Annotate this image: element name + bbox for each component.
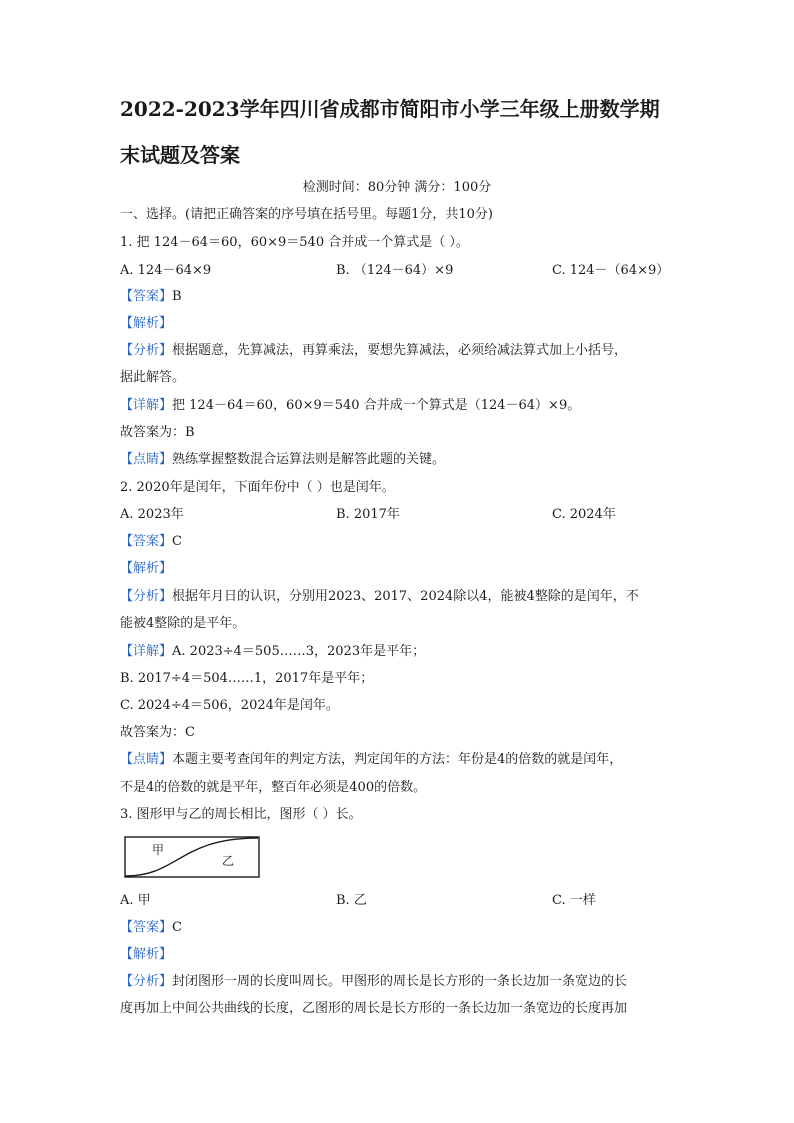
answer-label: 【答案】: [120, 289, 173, 304]
figure-label-yi: 乙: [222, 854, 235, 868]
fenxi-label: 【分析】: [120, 974, 173, 989]
q2-stem: 2. 2020年是闰年，下面年份中（ ）也是闰年。: [120, 480, 395, 495]
q1-xiangjie: [120, 397, 580, 415]
q2-fenxi-line2: 能被4整除的是平年。: [120, 616, 246, 631]
q2-xiangjie-b: B. 2017÷4＝504……1，2017年是平年；: [120, 671, 374, 686]
q1-final-value: B: [185, 425, 195, 440]
q2-final-value: C: [185, 725, 195, 740]
q3-option-a: A. 甲: [120, 893, 151, 908]
q1-option-a: A. 124－64×9: [120, 263, 212, 278]
q1-dianjing-text: 熟练掌握整数混合运算法则是解答此题的关键。: [172, 452, 446, 467]
q3-figure: [124, 836, 260, 882]
exam-info: 检测时间：80分钟 满分：100分: [302, 180, 492, 195]
analysis-label: 【解析】: [120, 316, 173, 331]
q3-fenxi-line1: [120, 973, 627, 991]
xiangjie-label: 【详解】: [120, 398, 173, 413]
q3-answer: [120, 919, 182, 937]
gu-da-an-label: 故答案为：: [120, 425, 186, 440]
q2-answer: [120, 533, 182, 551]
q1-xiangjie-text: 把 124－64＝60，60×9＝540 合并成一个算式是（124－64）×9。: [172, 398, 581, 413]
q1-analysis-heading: [120, 315, 172, 333]
q1-fenxi-line2: 据此解答。: [120, 370, 186, 385]
section-heading: 一、选择。(请把正确答案的序号填在括号里。每题1分，共10分): [120, 207, 493, 222]
q2-option-b: B. 2017年: [336, 507, 400, 522]
fenxi-label: 【分析】: [120, 589, 173, 604]
fenxi-label: 【分析】: [120, 343, 173, 358]
q1-option-c: C. 124－（64×9）: [552, 263, 670, 278]
shared-curve: [125, 838, 258, 876]
q1-fenxi-line1: [120, 342, 627, 360]
q2-dianjing-line1: [120, 751, 622, 769]
answer-label: 【答案】: [120, 534, 173, 549]
q3-answer-value: C: [172, 920, 182, 935]
doc-title-line2: 末试题及答案: [120, 143, 240, 167]
q1-final-answer: [120, 424, 195, 442]
q3-rectangle-diagram: [124, 836, 260, 878]
xiangjie-label: 【详解】: [120, 644, 173, 659]
q2-fenxi-line1: [120, 588, 639, 606]
q2-analysis-heading: [120, 560, 172, 578]
figure-label-jia: 甲: [152, 843, 165, 857]
q2-xiangjie-a-text: A. 2023÷4＝505……3，2023年是平年；: [172, 644, 426, 659]
rectangle-outline: [125, 837, 259, 877]
q2-xiangjie-a: [120, 643, 425, 661]
q3-fenxi-text1: 封闭图形一周的长度叫周长。甲图形的周长是长方形的一条长边加一条宽边的长: [172, 974, 628, 989]
dianjing-label: 【点睛】: [120, 452, 173, 467]
answer-label: 【答案】: [120, 920, 173, 935]
q2-fenxi-text1: 根据年月日的认识，分别用2023、2017、2024除以4，能被4整除的是闰年，不: [172, 589, 639, 604]
q1-dianjing: [120, 451, 445, 469]
q1-answer-value: B: [172, 289, 182, 304]
q2-answer-value: C: [172, 534, 182, 549]
q2-option-c: C. 2024年: [552, 507, 616, 522]
q2-xiangjie-c: C. 2024÷4＝506，2024年是闰年。: [120, 698, 339, 713]
dianjing-label: 【点睛】: [120, 752, 173, 767]
q3-fenxi-line2: 度再加上中间公共曲线的长度，乙图形的周长是长方形的一条长边加一条宽边的长度再加: [120, 1001, 628, 1016]
analysis-label: 【解析】: [120, 947, 173, 962]
q2-final-answer: [120, 724, 195, 742]
q1-stem: 1. 把 124－64＝60，60×9＝540 合并成一个算式是（ ）。: [120, 235, 469, 250]
q1-answer: [120, 288, 182, 306]
q3-stem: 3. 图形甲与乙的周长相比，图形（ ）长。: [120, 807, 362, 822]
q3-option-c: C. 一样: [552, 893, 596, 908]
analysis-label: 【解析】: [120, 561, 173, 576]
q2-dianjing-text1: 本题主要考查闰年的判定方法，判定闰年的方法：年份是4的倍数的就是闰年，: [172, 752, 623, 767]
doc-title-line1: 2022-2023学年四川省成都市简阳市小学三年级上册数学期: [120, 97, 660, 121]
q3-option-b: B. 乙: [336, 893, 367, 908]
q2-dianjing-line2: 不是4的倍数的就是平年，整百年必须是400的倍数。: [120, 780, 427, 795]
q2-option-a: A. 2023年: [120, 507, 184, 522]
q1-option-b: B. （124－64）×9: [336, 263, 454, 278]
q1-fenxi-text1: 根据题意，先算减法，再算乘法，要想先算减法，必须给减法算式加上小括号，: [172, 343, 628, 358]
q3-analysis-heading: [120, 946, 172, 964]
gu-da-an-label: 故答案为：: [120, 725, 186, 740]
